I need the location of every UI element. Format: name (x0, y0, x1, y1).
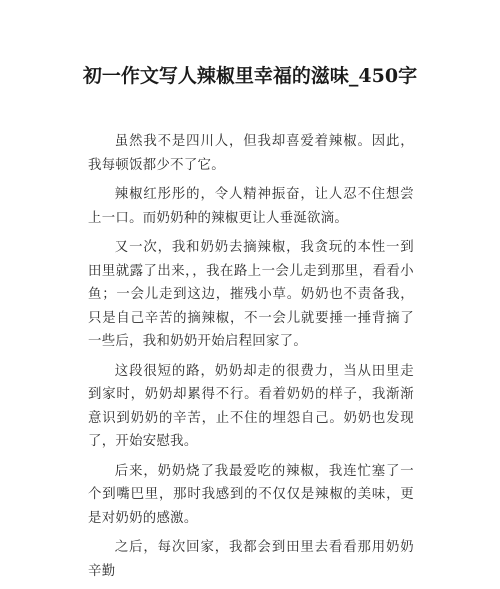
paragraph: 这段很短的路，奶奶却走的很费力，当从田里走到家时，奶奶却累得不行。看着奶奶的样子，我渐渐意识到奶奶的辛苦，止不住的埋怨自己。奶奶也发现了，开始安慰我。 (88, 363, 414, 449)
document-body (88, 130, 414, 589)
paragraph: 又一次，我和奶奶去摘辣椒，我贪玩的本性一到田里就露了出来，，我在路上一会儿走到那里，看看小鱼；一会儿走到这边，摧残小草。奶奶也不责备我，只是自己辛苦的摘辣椒，不一会儿就要捶一捶背摘了一些后，我和奶奶开始启程回家了。 (88, 240, 414, 349)
paragraph: 后来，奶奶烧了我最爱吃的辣椒，我连忙塞了一个到嘴巴里，那时我感到的不仅仅是辣椒的美味，更是对奶奶的感激。 (88, 463, 414, 526)
paragraph: 之后，每次回家，我都会到田里去看看那用奶奶辛勤 (88, 540, 414, 579)
paragraph: 虽然我不是四川人，但我却喜爱着辣椒。因此，我每顿饭都少不了它。 (88, 134, 414, 173)
document-title: 初一作文写人辣椒里幸福的滋味_450字 (82, 65, 418, 87)
paragraph: 辣椒红彤彤的，令人精神振奋，让人忍不住想尝上一口。而奶奶种的辣椒更让人垂涎欲滴。 (88, 187, 414, 226)
